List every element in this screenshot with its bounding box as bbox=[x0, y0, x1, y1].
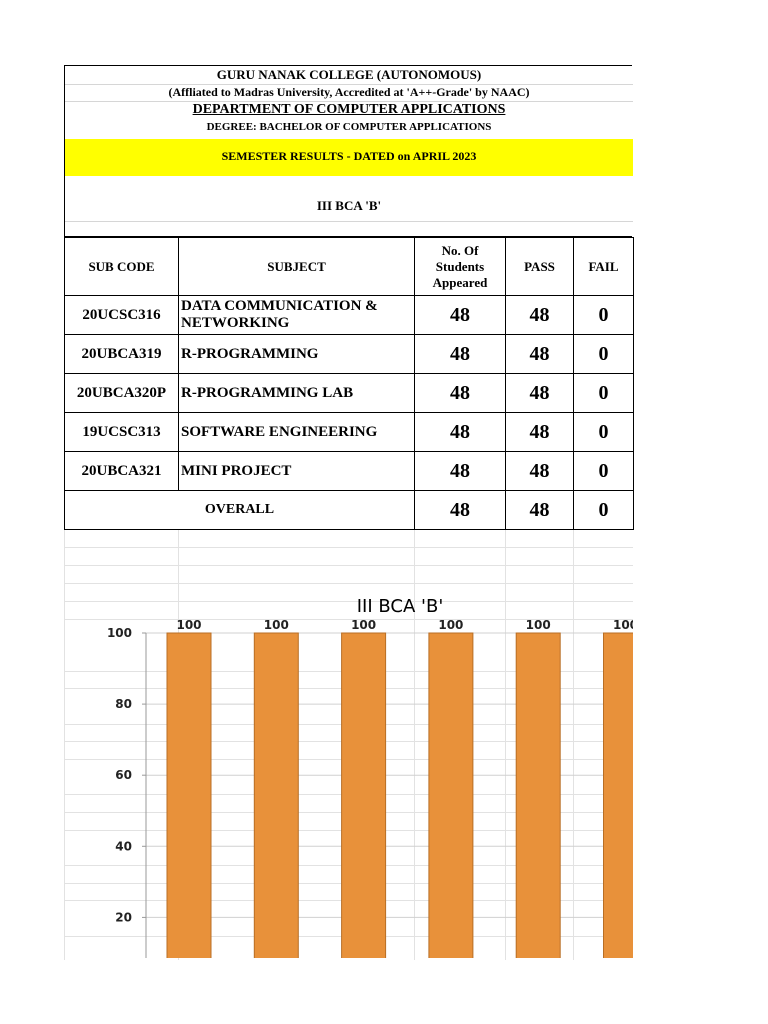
pass-cell: 48 bbox=[506, 335, 574, 374]
header-appeared: No. Of Students Appeared bbox=[415, 238, 506, 296]
sub-code-cell: 20UBCA321 bbox=[65, 452, 179, 491]
sub-code-cell: 20UBCA319 bbox=[65, 335, 179, 374]
y-tick-label: 40 bbox=[115, 839, 132, 854]
fail-cell: 0 bbox=[574, 335, 634, 374]
chart-bar bbox=[254, 633, 298, 958]
appeared-cell: 48 bbox=[415, 452, 506, 491]
overall-label: OVERALL bbox=[65, 491, 415, 530]
chart-bar bbox=[167, 633, 211, 958]
appeared-cell: 48 bbox=[415, 335, 506, 374]
header-subject: SUBJECT bbox=[179, 238, 415, 296]
subject-cell: SOFTWARE ENGINEERING bbox=[179, 413, 415, 452]
subject-cell: R-PROGRAMMING LAB bbox=[179, 374, 415, 413]
subject-cell: R-PROGRAMMING bbox=[179, 335, 415, 374]
overall-appeared-cell: 48 bbox=[415, 491, 506, 530]
bar-data-label: 100 bbox=[351, 618, 377, 632]
results-title: SEMESTER RESULTS - DATED on APRIL 2023 bbox=[221, 149, 477, 163]
header-sub-code: SUB CODE bbox=[65, 238, 179, 296]
chart-title: III BCA 'B' bbox=[356, 596, 444, 617]
pass-cell: 48 bbox=[506, 374, 574, 413]
bar-data-label: 100 bbox=[525, 618, 551, 632]
pass-cell: 48 bbox=[506, 296, 574, 335]
degree-text: DEGREE: BACHELOR OF COMPUTER APPLICATIONS bbox=[206, 121, 492, 133]
college-name: GURU NANAK COLLEGE (AUTONOMOUS) bbox=[216, 67, 482, 82]
bar-data-label: 100 bbox=[612, 618, 639, 632]
appeared-cell: 48 bbox=[415, 374, 506, 413]
department-name: DEPARTMENT OF COMPUTER APPLICATIONS bbox=[192, 102, 506, 117]
chart-bar bbox=[342, 633, 386, 958]
bar-data-label: 100 bbox=[176, 618, 202, 632]
class-name: III BCA 'B' bbox=[316, 198, 382, 213]
appeared-cell: 48 bbox=[415, 413, 506, 452]
overall-pass-cell: 48 bbox=[506, 491, 574, 530]
sub-code-cell: 20UBCA320P bbox=[65, 374, 179, 413]
overall-fail-cell: 0 bbox=[574, 491, 634, 530]
sub-code-cell: 20UCSC316 bbox=[65, 296, 179, 335]
fail-cell: 0 bbox=[574, 413, 634, 452]
header-fail: FAIL bbox=[574, 238, 634, 296]
pass-cell: 48 bbox=[506, 413, 574, 452]
affiliation-text: (Affliated to Madras University, Accredited at 'A++-Grade' by NAAC) bbox=[168, 85, 530, 99]
subject-cell: DATA COMMUNICATION & NETWORKING bbox=[179, 296, 415, 335]
subject-cell: MINI PROJECT bbox=[179, 452, 415, 491]
bar-data-label: 100 bbox=[438, 618, 464, 632]
fail-cell: 0 bbox=[574, 296, 634, 335]
chart-bar bbox=[516, 633, 560, 958]
y-tick-label: 60 bbox=[115, 768, 132, 783]
chart-bar bbox=[429, 633, 473, 958]
appeared-cell: 48 bbox=[415, 296, 506, 335]
y-tick-label: 80 bbox=[115, 697, 132, 712]
y-tick-label: 100 bbox=[106, 626, 132, 640]
sub-code-cell: 19UCSC313 bbox=[65, 413, 179, 452]
chart-bar bbox=[604, 633, 634, 958]
fail-cell: 0 bbox=[574, 374, 634, 413]
y-tick-label: 20 bbox=[115, 910, 132, 925]
fail-cell: 0 bbox=[574, 452, 634, 491]
header-pass: PASS bbox=[506, 238, 574, 296]
bar-data-label: 100 bbox=[263, 618, 289, 632]
pass-cell: 48 bbox=[506, 452, 574, 491]
